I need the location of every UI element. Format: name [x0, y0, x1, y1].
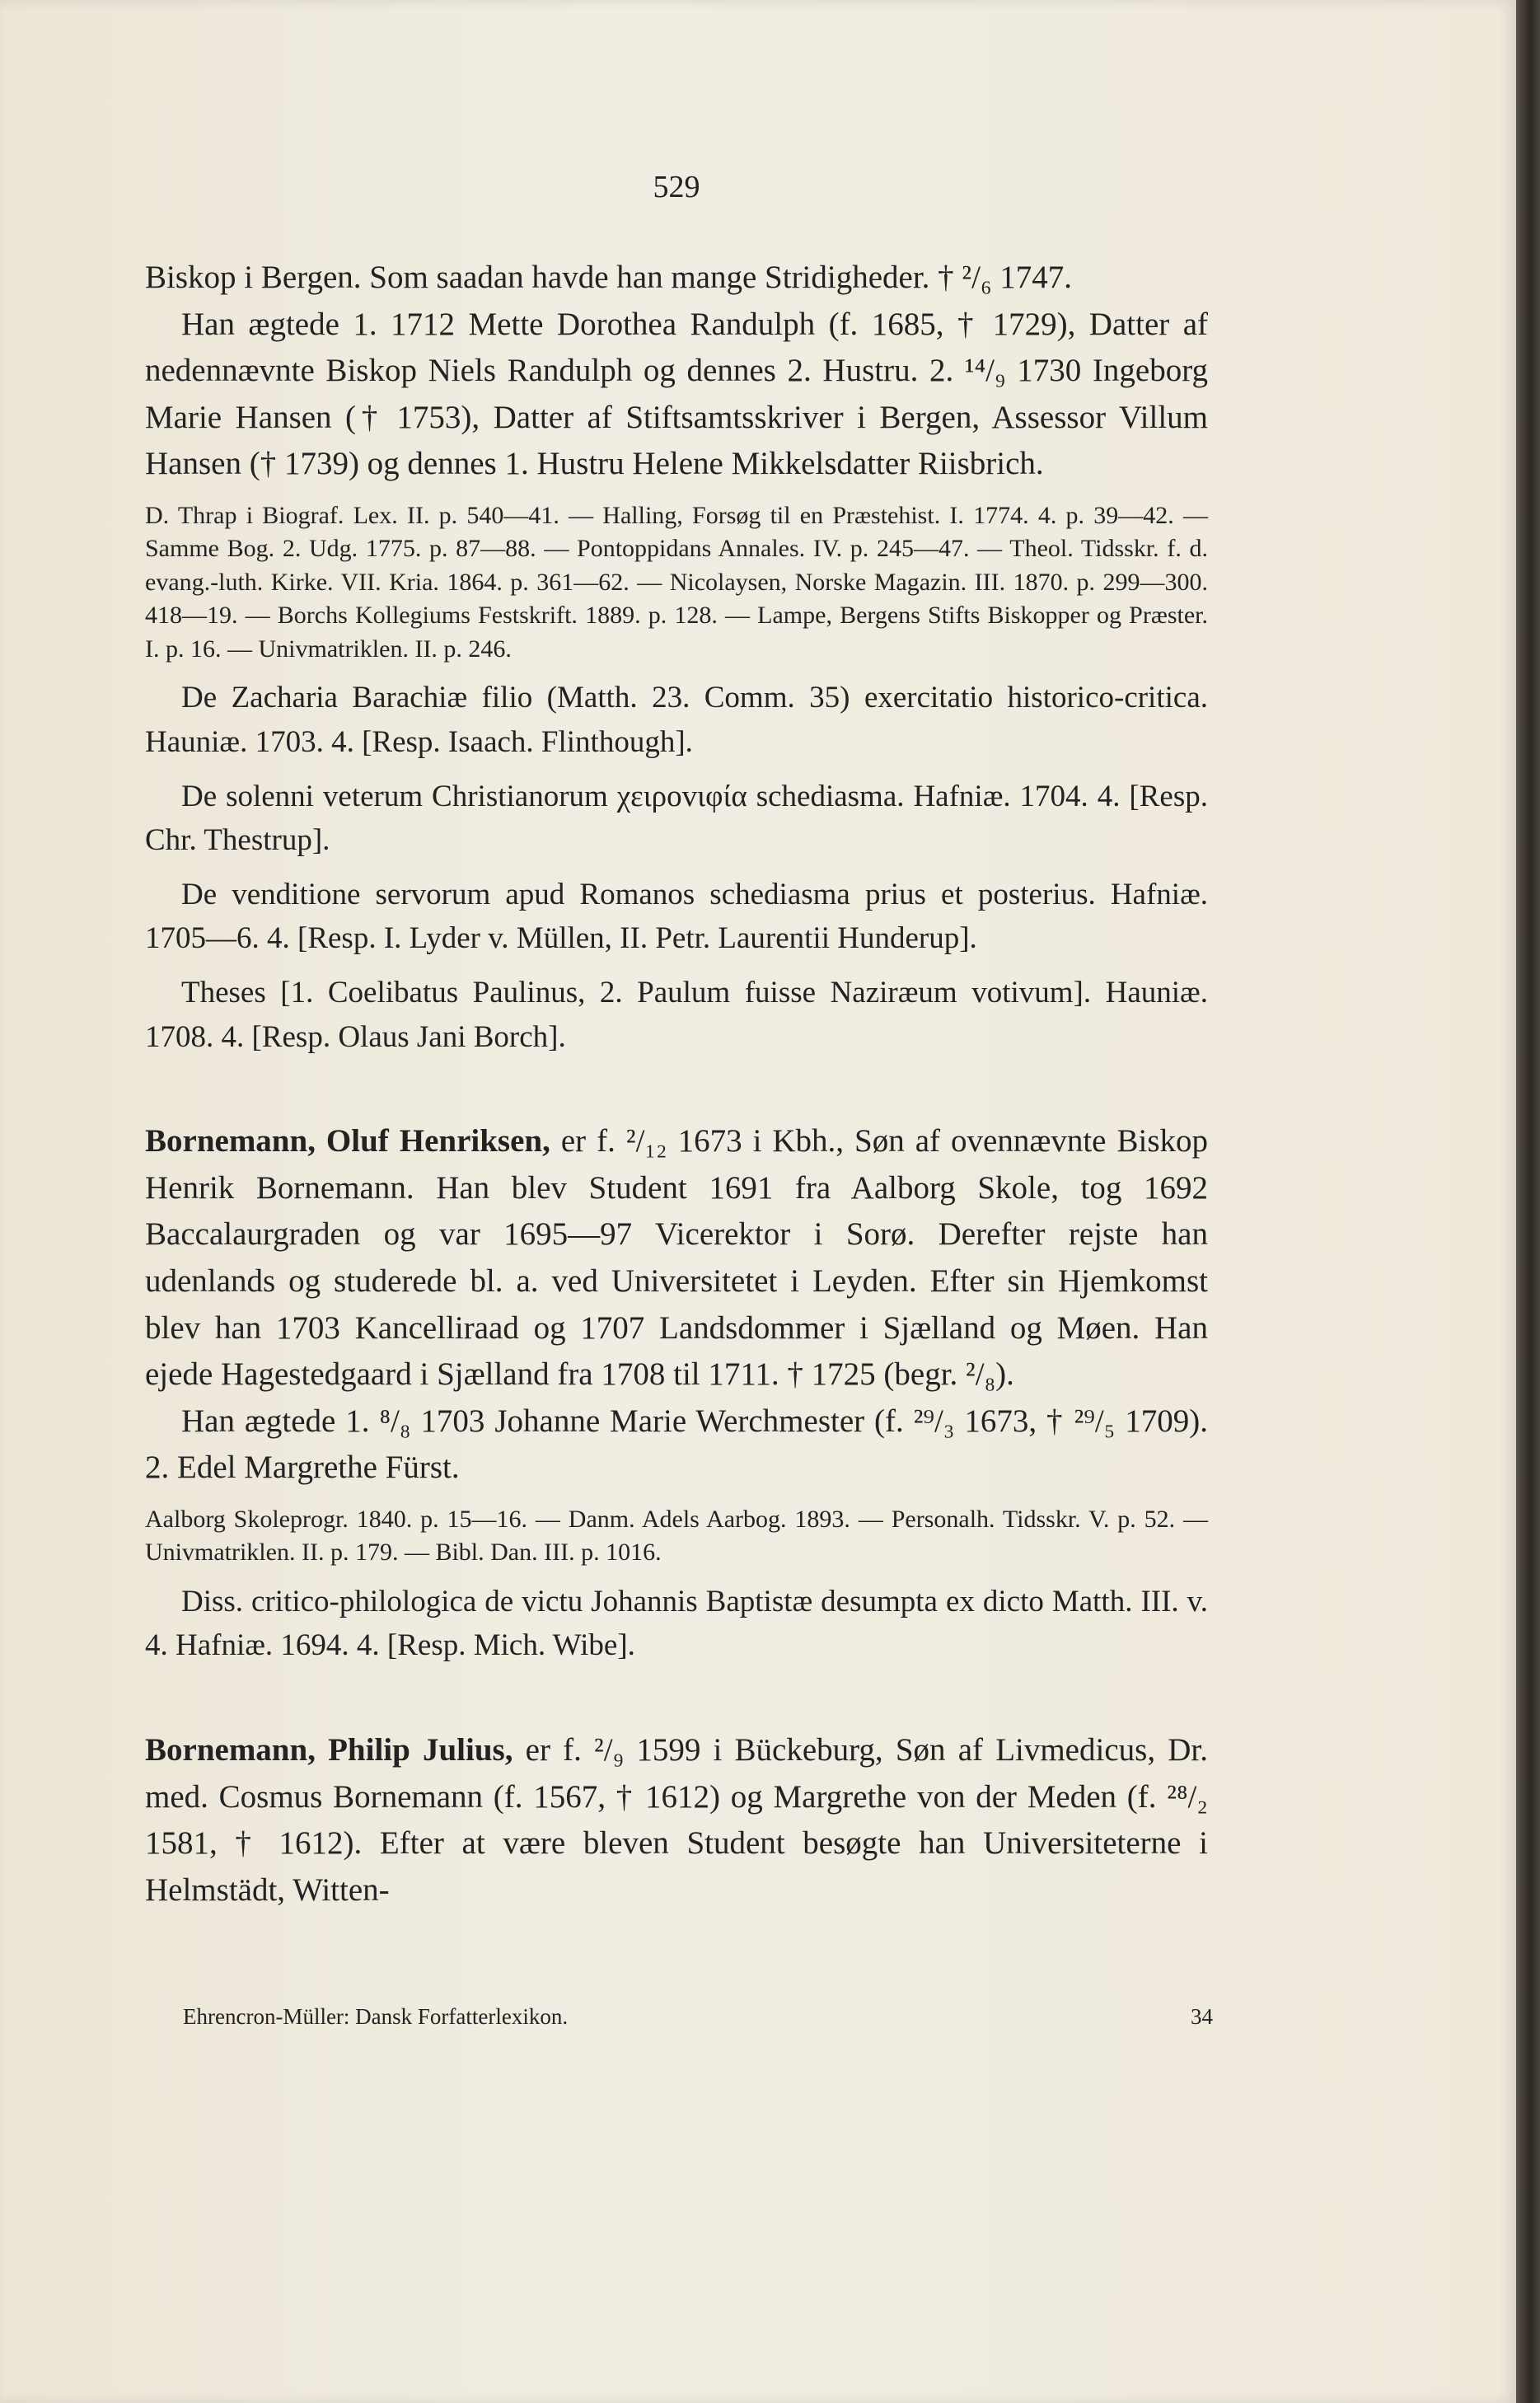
page-footer	[183, 2004, 1213, 2030]
entry-text: er f. ²/₁₂ 1673 i Kbh., Søn af ovennævnte Biskop Henrik Bornemann. Han blev Student 1691 fra Aalborg Skole, tog 1692 Baccalaurgraden og var 1695—97 Vicerektor i Sorø. Derefter rejste han udenlands og studerede bl. a. ved Universitetet i Leyden. Efter sin Hjemkomst blev han 1703 Kancelliraad og 1707 Landsdommer i Sjælland og Møen. Han ejede Hagestedgaard i Sjælland fra 1708 til 1711. † 1725 (begr. ²/₈).	[145, 1123, 1208, 1393]
book-spine-edge	[1516, 0, 1540, 2403]
work-item: De venditione servorum apud Romanos schediasma prius et posterius. Hafniæ. 1705—6. 4. [Resp. I. Lyder v. Müllen, II. Petr. Laurentii Hunderup].	[145, 877, 1208, 956]
entry-marriage: Han ægtede 1. ⁸/₈ 1703 Johanne Marie Werchmester (f. ²⁹/₃ 1673, † ²⁹/₅ 1709). 2. Edel Margrethe Fürst.	[145, 1403, 1208, 1486]
page-number: 529	[653, 170, 700, 204]
entry-bornemann-oluf	[145, 1118, 1208, 1398]
work-item: De solenni veterum Christianorum χειροvιφία schediasma. Hafniæ. 1704. 4. [Resp. Chr. Thestrup].	[145, 779, 1208, 858]
entry-name: Bornemann, Philip Julius,	[145, 1732, 513, 1768]
page-content	[145, 169, 1208, 1914]
signature-mark: 34	[1191, 2004, 1213, 2029]
intro-paragraph-1: Biskop i Bergen. Som saadan havde han mange Stridigheder. † ²/₆ 1747.	[145, 260, 1073, 295]
work-item: De Zacharia Barachiæ filio (Matth. 23. Comm. 35) exercitatio historico-critica. Hauniæ. 1703. 4. [Resp. Isaach. Flinthough].	[145, 681, 1208, 759]
footer-source: Ehrencron-Müller: Dansk Forfatterlexikon.	[183, 2004, 569, 2029]
intro-references: D. Thrap i Biograf. Lex. II. p. 540—41. — Halling, Forsøg til en Præstehist. I. 1774. 4. p. 39—42. — Samme Bog. 2. Udg. 1775. p. 87—88. — Pontoppidans Annales. IV. p. 245—47. — Theol. Tidsskr. f. d. evang.-luth. Kirke. VII. Kria. 1864. p. 361—62. — Nicolaysen, Norske Magazin. III. 1870. p. 299—300. 418—19. — Borchs Kollegiums Festskrift. 1889. p. 128. — Lampe, Bergens Stifts Biskopper og Præster. I. p. 16. — Univmatriklen. II. p. 246.	[145, 501, 1208, 663]
entry-name: Bornemann, Oluf Henriksen,	[145, 1123, 550, 1159]
work-item: Diss. critico-philologica de victu Johannis Baptistæ desumpta ex dicto Matth. III. v. 4. Hafniæ. 1694. 4. [Resp. Mich. Wibe].	[145, 1584, 1208, 1663]
entry-references: Aalborg Skoleprogr. 1840. p. 15—16. — Danm. Adels Aarbog. 1893. — Personalh. Tidsskr. V. p. 52. — Univmatriklen. II. p. 179. — Bibl. Dan. III. p. 1016.	[145, 1505, 1208, 1567]
intro-paragraph-2: Han ægtede 1. 1712 Mette Dorothea Randulph (f. 1685, † 1729), Datter af nedennævnte Biskop Niels Randulph og dennes 2. Hustru. 2. ¹⁴/₉ 1730 Ingeborg Marie Hansen († 1753), Datter af Stiftsamtsskriver i Bergen, Assessor Villum Hansen († 1739) og dennes 1. Hustru Helene Mikkelsdatter Riisbrich.	[145, 306, 1208, 482]
entry-bornemann-philip	[145, 1727, 1208, 1914]
entry-text: er f. ²/₉ 1599 i Bückeburg, Søn af Livmedicus, Dr. med. Cosmus Bornemann (f. 1567, † 1612) og Margrethe von der Meden (f. ²⁸/₂ 1581, † 1612). Efter at være bleven Student besøgte han Universiteterne i Helmstädt, Witten-	[145, 1732, 1208, 1908]
work-item: Theses [1. Coelibatus Paulinus, 2. Paulum fuisse Naziræum votivum]. Hauniæ. 1708. 4. [Resp. Olaus Jani Borch].	[145, 976, 1208, 1054]
